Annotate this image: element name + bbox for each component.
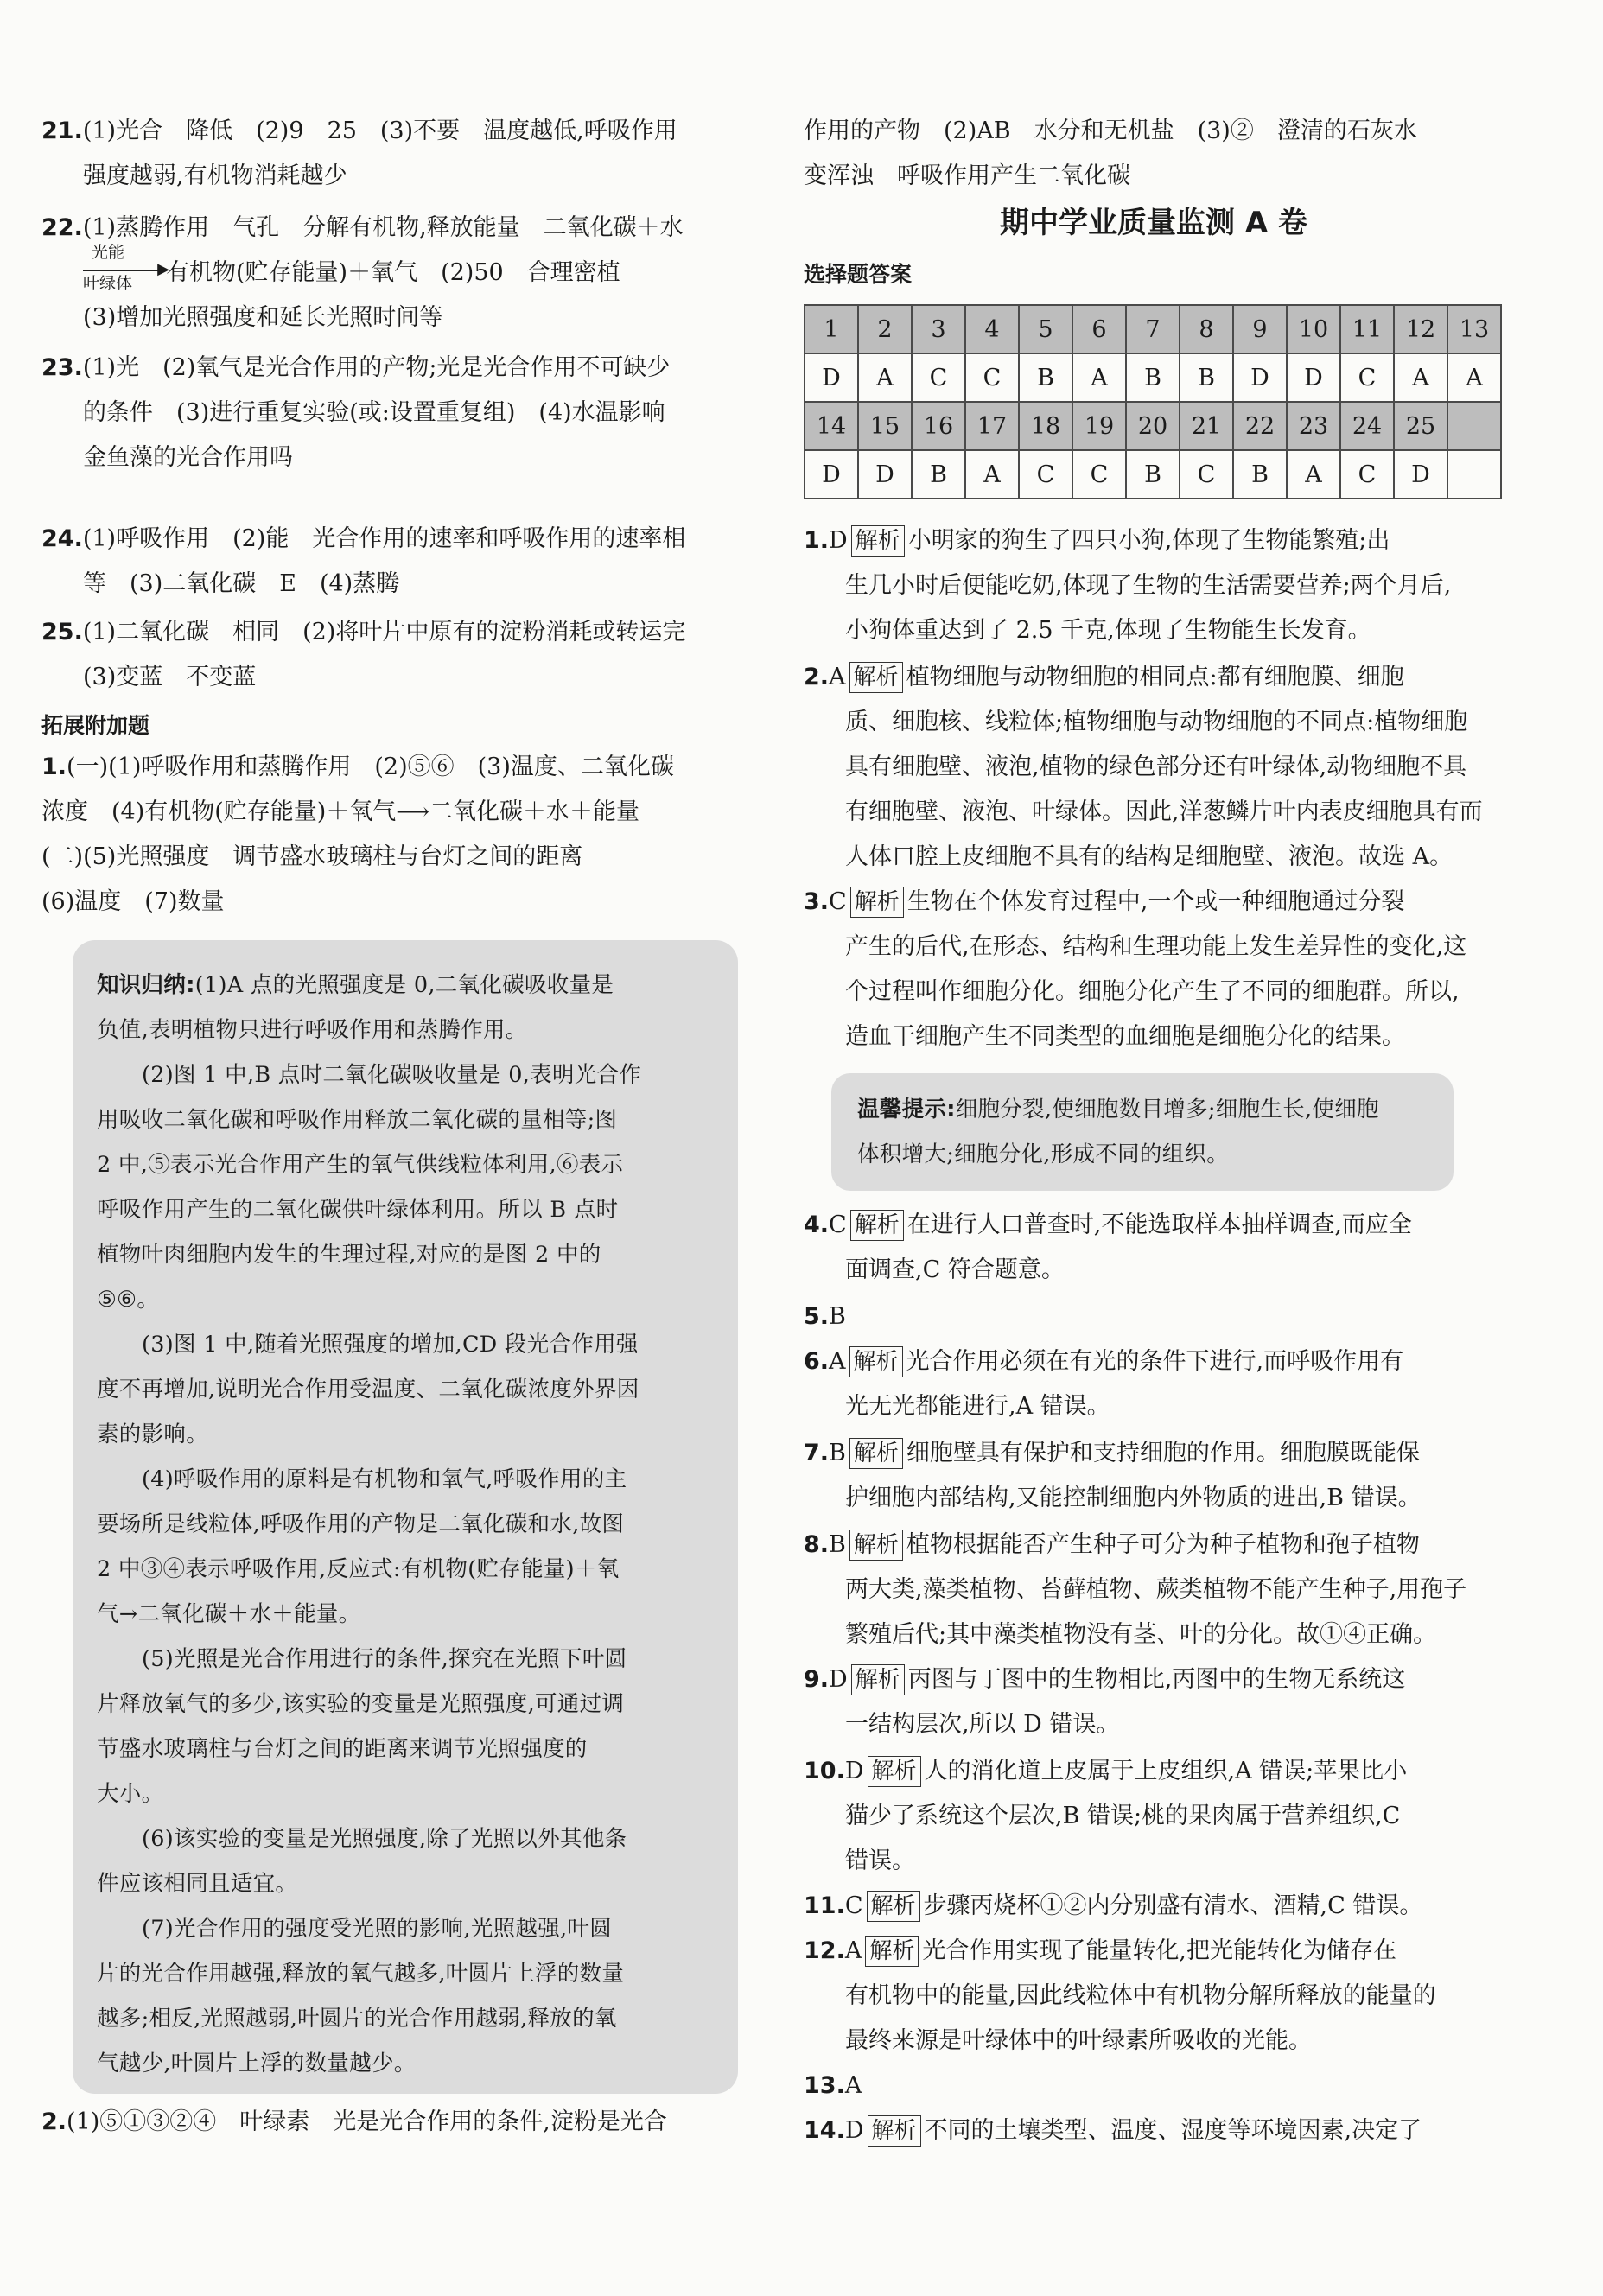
extension-q2: 2.(1)⑤①③②④ 叶绿素 光是光合作用的条件,淀粉是光合 [41,2108,667,2135]
answer-9: 9.D 解析 丙图与丁图中的生物相比,丙图中的生物无系统这 一结构层次,所以 D 错误。 [804,1666,1406,1738]
q25: 25.(1)二氧化碳 相同 (2)将叶片中原有的淀粉消耗或转运完 (3)变蓝 不变蓝 [41,619,686,690]
extension-q2-continued: 作用的产物 (2)AB 水分和无机盐 (3)② 澄清的石灰水 变浑浊 呼吸作用产生二氧化碳 [804,118,1417,189]
answer-4: 4.C 解析 在进行人口普查时,不能选取样本抽样调查,而应全 面调查,C 符合题意。 [804,1212,1412,1283]
q23: 23.(1)光 (2)氧气是光合作用的产物;光是光合作用不可缺少 的条件 (3)进行重复实验(或:设置重复组) (4)水温影响 金鱼藻的光合作用吗 [41,354,671,471]
q22-equation: 光能 ▶ 叶绿体 有机物(贮存能量)＋氧气 (2)50 合理密植 [41,251,684,296]
answer-7: 7.B 解析 细胞壁具有保护和支持细胞的作用。细胞膜既能保 护细胞内部结构,又能控制细胞内外物质的进出,B 错误。 [804,1440,1422,1511]
q22: 22.(1)蒸腾作用 气孔 分解有机物,释放能量 二氧化碳＋水 光能 ▶ 叶绿体 有机物(贮存能量)＋氧气 (2)50 合理密植 (3)增加光照强度和延长光照时间等 [41,214,684,331]
answer-14: 14.D 解析 不同的土壤类型、温度、湿度等环境因素,决定了 [804,2108,1422,2153]
extension-q1: 1.(一)(1)呼吸作用和蒸腾作用 (2)⑤⑥ (3)温度、二氧化碳 浓度 (4)有机物(贮存能量)＋氧气⟶二氧化碳＋水＋能量 (二)(5)光照强度 调节盛水玻璃柱与台灯之间的距离 (6)温度 (7)数量 [41,754,674,915]
q24: 24.(1)呼吸作用 (2)能 光合作用的速率和呼吸作用的速率相 等 (3)二氧化碳 E (4)蒸腾 [41,525,686,597]
answer-12: 12.A 解析 光合作用实现了能量转化,把光能转化为储存在 有机物中的能量,因此线粒体中有机物分解所释放的能量的 最终来源是叶绿体中的叶绿素所吸收的光能。 [804,1937,1436,2054]
answer-2: 2.A 解析 植物细胞与动物细胞的相同点:都有细胞膜、细胞 质、细胞核、线粒体;植物细胞与动物细胞的不同点:植物细胞 具有细胞壁、液泡,植物的绿色部分还有叶绿体,动物细胞不具 有细胞壁、液泡、叶绿体。因此,洋葱鳞片叶内表皮细胞具有而 人体口腔上皮细胞不具有的结构是细胞壁、液泡。故选 A。 [804,664,1483,870]
answer-10: 10.D 解析 人的消化道上皮属于上皮组织,A 错误;苹果比小 猫少了系统这个层次,B 错误;桃的果肉属于营养组织,C 错误。 [804,1758,1408,1874]
answer-1: 1.D 解析 小明家的狗生了四只小狗,体现了生物能繁殖;出 生几小时后便能吃奶,体现了生物的生活需要营养;两个月后, 小狗体重达到了 2.5 千克,体现了生物能生长发育。 [804,527,1452,644]
exam-title: 期中学业质量监测 A 卷 [1000,206,1307,240]
knowledge-summary-box: 知识归纳:(1)A 点的光照强度是 0,二氧化碳吸收量是 负值,表明植物只进行呼吸作用和蒸腾作用。 (2)图 1 中,B 点时二氧化碳吸收量是 0,表明光合作 用吸收二氧化碳和呼吸作用释放二氧化碳的量相等;图 2 中,⑤表示光合作用产生的氧气供线粒体利用,⑥表示 呼吸作用产生的二氧化碳供叶绿体利用。所以 B 点时 植物叶肉细胞内发生的生理过程,对应的是图 2 中的 ⑤⑥。 (3)图 1 中,随着光照强度的增加,CD 段光合作用强 度不再增加,说明光合作用受温度、二氧化碳浓度外界因 素的影响。 (4)呼吸作用的原料是有机物和氧气,呼吸作用的主 要场所是线粒体,呼吸作用的产物是二氧化碳和水,故图 2 中③④表示呼吸作用,反应式:有机物(贮存能量)＋氧 气→二氧化碳＋水＋能量。 (5)光照是光合作用进行的条件,探究在光照下叶圆 片释放氧气的多少,该实验的变量是光照强度,可通过调 节盛水玻璃柱与台灯之间的距离来调节光照强度的 大小。 (6)该实验的变量是光照强度,除了光照以外其他条 件应该相同且适宜。 (7)光合作用的强度受光照的影响,光照越强,叶圆 片的光合作用越强,释放的氧气越多,叶圆片上浮的数量 越多;相反,光照越弱,叶圆片的光合作用越弱,释放的氧 气越少,叶圆片上浮的数量越少。 [73,940,738,2094]
tip-box: 温馨提示:细胞分裂,使细胞数目增多;细胞生长,使细胞 体积增大;细胞分化,形成不同的组织。 [831,1073,1454,1191]
reaction-arrow: 光能 ▶ 叶绿体 [83,243,169,293]
extension-section-title: 拓展附加题 [41,713,150,738]
answer-11: 11.C 解析 步骤丙烧杯①②内分别盛有清水、酒精,C 错误。 [804,1884,1422,1929]
answer-3: 3.C 解析 生物在个体发育过程中,一个或一种细胞通过分裂 产生的后代,在形态、结构和生理功能上发生差异性的变化,这 个过程叫作细胞分化。细胞分化产生了不同的细胞群。所以, 造血干细胞产生不同类型的血细胞是细胞分化的结果。 [804,888,1467,1050]
q21: 21.(1)光合 降低 (2)9 25 (3)不要 温度越低,呼吸作用 强度越弱,有机物消耗越少 [41,118,677,189]
table-row: D D B A C C B C B A C D [805,450,1501,499]
table-row: D A C C B A B B D D C A A [805,353,1501,402]
answer-5: 5.B [804,1303,846,1330]
table-row: 14 15 16 17 18 19 20 21 22 23 24 25 [805,402,1501,450]
answer-8: 8.B 解析 植物根据能否产生种子可分为种子植物和孢子植物 两大类,藻类植物、苔藓植物、蕨类植物不能产生种子,用孢子 繁殖后代;其中藻类植物没有茎、叶的分化。故①④正确。 [804,1531,1467,1648]
answer-13: 13.A [804,2072,862,2099]
answer-table [804,304,1502,499]
table-row: 1 2 3 4 5 6 7 8 9 10 11 12 13 [805,305,1501,353]
answers-label: 选择题答案 [804,262,913,287]
answer-6: 6.A 解析 光合作用必须在有光的条件下进行,而呼吸作用有 光无光都能进行,A 错误。 [804,1348,1404,1420]
